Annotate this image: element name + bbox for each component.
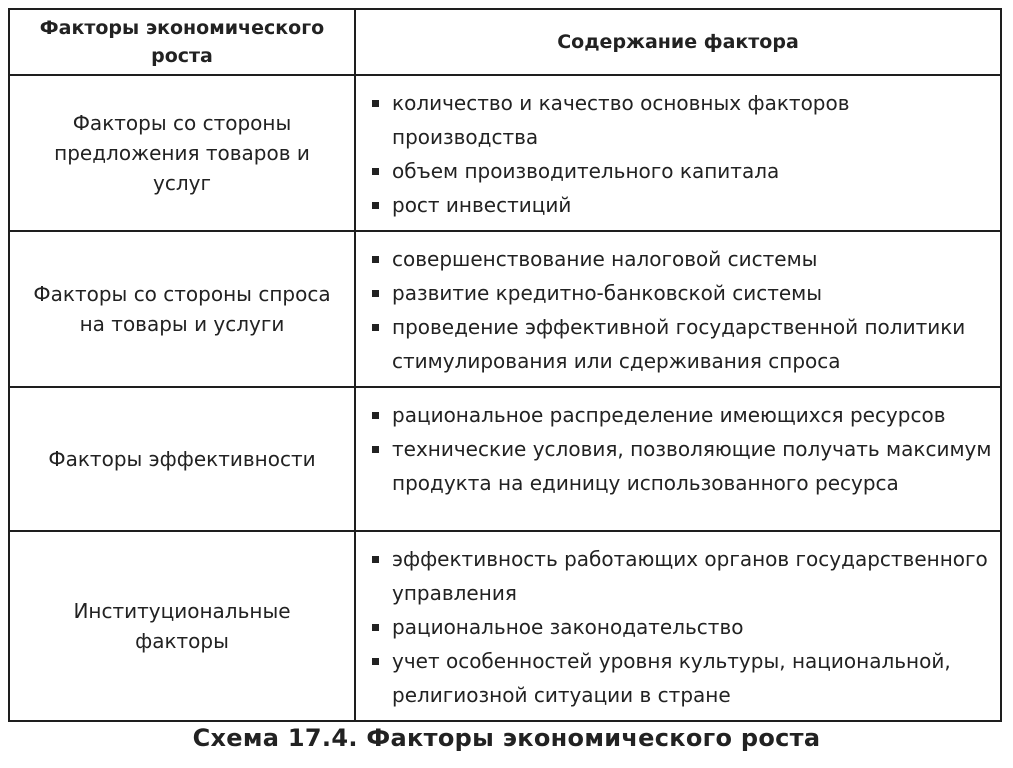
list-item <box>366 188 992 222</box>
list-item-text: эффективность работающих органов государственного управления <box>392 547 988 605</box>
list-item <box>366 242 992 276</box>
factor-name-cell: Факторы со стороны спроса на товары и услуги <box>9 231 355 387</box>
factor-name-cell: Факторы эффективности <box>9 387 355 531</box>
bullet-icon <box>372 100 379 107</box>
table-header-row <box>9 9 1001 75</box>
table-row <box>9 387 1001 531</box>
bullet-list <box>366 398 992 500</box>
list-item <box>366 310 992 378</box>
factor-content-cell <box>355 387 1001 531</box>
factor-content-cell <box>355 75 1001 231</box>
list-item-text: рациональное распределение имеющихся ресурсов <box>392 403 946 427</box>
bullet-icon <box>372 256 379 263</box>
list-item <box>366 276 992 310</box>
list-item-text: учет особенностей уровня культуры, национальной, религиозной ситуации в стране <box>392 649 951 707</box>
list-item <box>366 432 992 500</box>
list-item <box>366 86 992 154</box>
bullet-icon <box>372 624 379 631</box>
bullet-icon <box>372 290 379 297</box>
list-item <box>366 610 992 644</box>
table-row <box>9 231 1001 387</box>
factor-name-cell: Институциональные факторы <box>9 531 355 721</box>
list-item-text: количество и качество основных факторов производства <box>392 91 850 149</box>
factors-table <box>8 8 1002 722</box>
bullet-icon <box>372 324 379 331</box>
list-item <box>366 644 992 712</box>
list-item-text: рост инвестиций <box>392 193 572 217</box>
bullet-icon <box>372 446 379 453</box>
list-item-text: технические условия, позволяющие получать максимум продукта на единицу использованного ресурса <box>392 437 992 495</box>
bullet-icon <box>372 168 379 175</box>
factor-name-cell: Факторы со стороны предложения товаров и услуг <box>9 75 355 231</box>
figure-caption: Схема 17.4. Факторы экономического роста <box>192 724 821 752</box>
bullet-icon <box>372 556 379 563</box>
list-item-text: развитие кредитно-банковской системы <box>392 281 823 305</box>
list-item <box>366 154 992 188</box>
list-item <box>366 542 992 610</box>
table-row <box>9 75 1001 231</box>
factor-content-cell <box>355 231 1001 387</box>
list-item-text: объем производительного капитала <box>392 159 780 183</box>
table-row <box>9 531 1001 721</box>
factor-content-cell <box>355 531 1001 721</box>
list-item-text: совершенствование налоговой системы <box>392 247 818 271</box>
bullet-list <box>366 242 992 378</box>
bullet-icon <box>372 412 379 419</box>
list-item <box>366 398 992 432</box>
bullet-list <box>366 86 992 222</box>
list-item-text: рациональное законодательство <box>392 615 744 639</box>
bullet-list <box>366 542 992 712</box>
header-content: Содержание фактора <box>355 9 1001 75</box>
list-item-text: проведение эффективной государственной политики стимулирования или сдерживания спроса <box>392 315 966 373</box>
header-factors: Факторы экономического роста <box>9 9 355 75</box>
bullet-icon <box>372 202 379 209</box>
bullet-icon <box>372 658 379 665</box>
